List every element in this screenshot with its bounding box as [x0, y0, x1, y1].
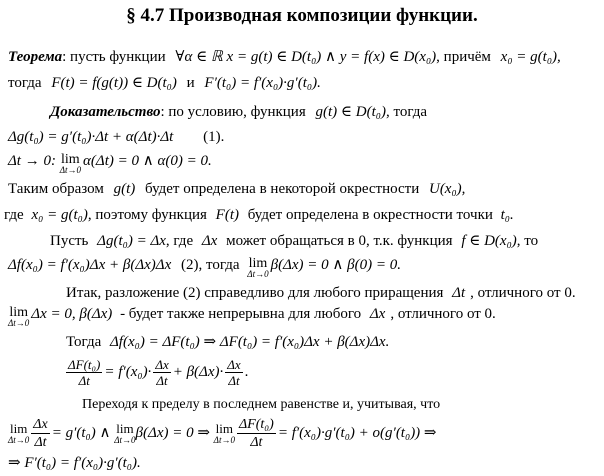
equation-1-number: (1).: [203, 129, 225, 145]
equation-2: [8, 256, 401, 280]
fraction-dF-dt-limit: $\frac{\text{ΔF(t₀)}}{\Delta t}$: [238, 417, 274, 451]
proof-tail: , тогда: [385, 104, 428, 120]
proof-text: : по условию, функция: [160, 104, 306, 120]
theorem-and: и: [186, 75, 195, 91]
equation-3-math: Δf(x₀) = ΔF(t₀) ⇒ ΔF(t₀) = f′(x₀)Δx + β(Δx)Δx.: [109, 334, 390, 350]
paragraph-4-text-a: Итак, разложение (2) справедливо для любого приращения: [66, 285, 444, 301]
equation-6: [8, 454, 141, 472]
paragraph-3-text-c: может обращаться в 0, т.к. функция: [226, 233, 453, 249]
paragraph-6: Переходя к пределу в последнем равенстве и, учитывая, что: [82, 397, 441, 412]
paragraph-1-text-a: Таким образом: [8, 181, 104, 197]
equation-5: [8, 414, 437, 452]
paragraph-5-math-a: Δx = 0, β(Δx): [31, 306, 113, 322]
equation-5-part-b: β(Δx) = 0 ⇒: [135, 425, 210, 441]
paragraph-3-text-d: , то: [516, 233, 539, 249]
paragraph-3-math-c: f ∈ D(x₀): [461, 233, 517, 249]
page-title: § 4.7 Производная композиции функции.: [126, 5, 478, 26]
paragraph-3-math-b: Δx: [201, 233, 218, 249]
fraction-dx-dt-limit: $\frac{\Delta x}{\Delta t}$: [33, 417, 48, 451]
equation-1: [8, 128, 224, 146]
paragraph-3: [50, 232, 538, 250]
equation-5-part-c: = f′(x₀)·g′(t₀) + o(g′(t₀)) ⇒: [277, 425, 437, 441]
paragraph-3-text-a: Пусть: [50, 233, 89, 249]
fraction-dx-dt-2: $\frac{\Delta x}{\Delta t}$: [227, 357, 241, 389]
paragraph-5-text-a: - будет также непрерывна для любого: [120, 306, 362, 322]
limit-operator: lim Δt→0: [8, 421, 30, 446]
equation-5-part-a: = g′(t₀) ∧: [51, 425, 111, 441]
limit-operator: lim Δt→0: [114, 421, 136, 446]
equation-4-part-a: = f′(x₀)·: [104, 364, 152, 380]
paragraph-2: [4, 206, 514, 224]
paragraph-5-math-b: Δx: [369, 306, 386, 322]
equation-2-number: (2), тогда: [181, 257, 240, 273]
equation-4: [64, 354, 248, 390]
theorem-line-1: [8, 48, 561, 66]
paragraph-5-text-b: , отличного от 0.: [390, 306, 496, 322]
theorem-line-2: [8, 74, 321, 92]
equation-1-limit-math: α(Δt) = 0 ∧ α(0) = 0.: [83, 153, 212, 169]
paragraph-1-math-b: U(x₀),: [428, 181, 466, 197]
paragraph-4-text-b: , отличного от 0.: [470, 285, 576, 301]
equation-3: [66, 333, 389, 351]
equation-2-limit-math: β(Δx) = 0 ∧ β(0) = 0.: [270, 257, 401, 273]
limit-operator: lim Δt→0: [59, 152, 82, 175]
theorem-composition-math: F(t) = f(g(t)) ∈ D(t₀): [51, 75, 177, 91]
limit-operator: lim Δt→0: [213, 421, 235, 446]
equation-1-limit: [8, 152, 212, 176]
theorem-then: тогда: [8, 75, 42, 91]
paragraph-2-text-b: , поэтому функция: [87, 207, 207, 223]
equation-2-math: Δf(x₀) = f′(x₀)Δx + β(Δx)Δx: [8, 257, 172, 273]
paragraph-5: [8, 305, 496, 329]
paragraph-2-math-a: x₀ = g(t₀): [31, 207, 88, 223]
paragraph-2-text-c: будет определена в окрестности точки: [247, 207, 493, 223]
paragraph-4: [66, 284, 576, 302]
proof-line: [50, 103, 427, 121]
paragraph-2-math-b: F(t): [215, 207, 239, 223]
limit-operator: lim Δt→0: [8, 305, 30, 328]
limit-operator: lim Δt→0: [247, 256, 269, 279]
paragraph-1-math-a: g(t): [113, 181, 136, 197]
theorem-condition-math: ∀α ∈ ℝ x = g(t) ∈ D(t₀) ∧ y = f(x) ∈ D(x₀): [175, 49, 437, 65]
limit-condition: Δt → 0:: [8, 153, 56, 169]
paragraph-4-math: Δt: [452, 285, 466, 301]
proof-math: g(t) ∈ D(t₀): [315, 104, 386, 120]
fraction-dx-dt: $\frac{\Delta x}{\Delta t}$: [155, 357, 169, 389]
paragraph-2-math-c: t₀.: [500, 207, 514, 223]
paragraph-3-text-b: , где: [165, 233, 194, 249]
theorem-label: Теорема: [8, 49, 63, 65]
theorem-derivative-math: F′(t₀) = f′(x₀)·g′(t₀).: [204, 75, 321, 91]
fraction-dF-dt: $\frac{\text{ΔF(t₀)}}{\Delta t}$: [68, 357, 101, 389]
theorem-text: : пусть функции: [62, 49, 166, 65]
equation-4-part-b: + β(Δx)·: [172, 364, 224, 380]
equation-1-math: Δg(t₀) = g′(t₀)·Δt + α(Δt)·Δt: [8, 129, 174, 145]
paragraph-2-text-a: где: [4, 207, 24, 223]
proof-label: Доказательство: [50, 104, 161, 120]
equation-4-end: .: [244, 364, 249, 380]
paragraph-3-math-a: Δg(t₀) = Δx: [97, 233, 166, 249]
equation-6-math: ⇒ F′(t₀) = f′(x₀)·g′(t₀).: [8, 455, 141, 471]
paragraph-1: [8, 180, 465, 198]
paragraph-1-text-b: будет определена в некоторой окрестности: [145, 181, 420, 197]
equation-3-text: Тогда: [66, 334, 102, 350]
theorem-tail: , причём: [436, 49, 491, 65]
theorem-x0-math: x₀ = g(t₀),: [500, 49, 561, 65]
